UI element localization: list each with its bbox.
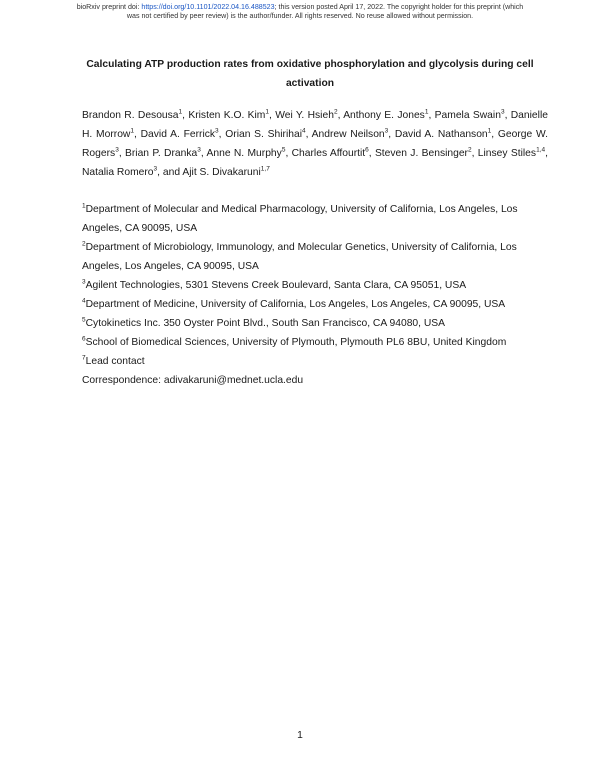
author-separator: , [545,148,548,159]
author [343,110,428,121]
author-name: Kristen K.O. Kim [188,110,266,121]
author-name: David A. Nathanson [394,129,488,140]
author-name: Steven J. Bensinger [374,148,468,159]
author-affiliation-mark: 6 [365,146,369,154]
author-affiliation-mark: 3 [215,127,219,135]
author-name: Danielle H. Morrow [82,110,548,140]
affiliation-list [82,200,548,390]
author [312,129,389,140]
preprint-banner [0,3,600,21]
author-name: Brian P. Dranka [125,148,198,159]
author-name: Ajit S. Divakaruni [182,167,261,178]
author-name: George W. Rogers [82,129,549,159]
author-affiliation-mark: 3 [384,127,389,135]
author [395,129,491,140]
affiliation-number: 4 [82,297,86,305]
affiliation-text: Agilent Technologies, 5301 Stevens Creek Boulevard, Santa Clara, CA 95051, USA [85,280,467,291]
author-affiliation-mark: 5 [281,146,286,154]
author-name: Anthony E. Jones [343,110,425,121]
author-affiliation-mark: 1 [487,127,492,135]
banner-line-2: was not certified by peer review) is the author/funder. All rights reserved. No reuse allowed without permission. [126,12,474,20]
author-affiliation-mark: 3 [115,146,119,154]
author [375,148,472,159]
affiliation-text: School of Biomedical Sciences, University of Plymouth, Plymouth PL6 8BU, United Kingdom [85,337,507,348]
affiliation-text: Department of Medicine, University of California, Los Angeles, Los Angeles, CA 90095, USA [85,299,506,310]
affiliation [82,200,548,238]
author-separator: , [182,110,189,121]
author-affiliation-mark: 3 [500,108,505,116]
affiliation-text: Lead contact [85,356,145,367]
author [435,110,505,121]
author [188,110,269,121]
author-separator: , and [157,167,183,178]
author-affiliation-mark: 3 [153,165,158,173]
author-name: Linsey Stiles [477,148,537,159]
author-separator: , [491,129,498,140]
author [478,148,545,159]
author-affiliation-mark: 2 [468,146,472,154]
author [82,110,182,121]
author-name: David A. Ferrick [140,129,216,140]
author [141,129,219,140]
author-affiliation-mark: 2 [333,108,338,116]
author-separator: , [200,148,207,159]
affiliation [82,276,548,295]
doi-link[interactable]: https://doi.org/10.1101/2022.04.16.488523 [141,3,275,11]
banner-suffix: ; this version posted April 17, 2022. The copyright holder for this preprint (which [274,3,524,11]
author-name: Orian S. Shirihai [225,129,302,140]
author-affiliation-mark: 1 [265,108,269,116]
affiliation [82,295,548,314]
author-list [82,106,548,182]
affiliation [82,333,548,352]
author-affiliation-mark: 1,7 [260,165,270,173]
author [207,148,286,159]
author-separator: , [269,110,276,121]
correspondence: Correspondence: adivakaruni@mednet.ucla.edu [82,375,304,386]
author-affiliation-mark: 1 [178,108,183,116]
author-affiliation-mark: 3 [197,146,201,154]
affiliation-text: Department of Microbiology, Immunology, and Molecular Genetics, University of California, Los Angeles, Los Angeles, CA 90095, USA [82,242,517,272]
author [275,110,337,121]
affiliation-text: Cytokinetics Inc. 350 Oyster Point Blvd., South San Francisco, CA 94080, USA [85,318,446,329]
author-affiliation-mark: 1 [130,127,134,135]
author-name: Pamela Swain [434,110,501,121]
author-separator: , [471,148,478,159]
author-separator: , [118,148,125,159]
author [125,148,201,159]
affiliation-text: Department of Molecular and Medical Pharmacology, University of California, Los Angeles, Los Angeles, CA 90095, USA [82,204,518,234]
banner-prefix: bioRxiv preprint doi: [76,3,142,11]
author-name: Charles Affourtit [291,148,366,159]
author-separator: , [218,129,226,140]
affiliation-number: 7 [82,354,86,362]
paper-title: Calculating ATP production rates from oxidative phosphorylation and glycolysis during cell activation [86,59,534,89]
affiliation [82,352,548,371]
author [182,167,269,178]
author-name: Natalia Romero [82,167,154,178]
author-name: Brandon R. Desousa [82,110,179,121]
author-affiliation-mark: 1 [424,108,429,116]
author-name: Andrew Neilson [311,129,385,140]
author-name: Wei Y. Hsieh [275,110,334,121]
affiliation [82,238,548,276]
author-separator: , [368,148,375,159]
author-separator: , [337,110,344,121]
affiliation-number: 6 [82,335,86,343]
author-separator: , [504,110,511,121]
author [82,167,157,178]
author-name: Anne N. Murphy [206,148,282,159]
author-separator: , [285,148,292,159]
affiliation-number: 1 [82,202,86,210]
affiliation-number: 5 [82,316,86,324]
author [292,148,369,159]
banner-line-1 [0,3,600,12]
author-separator: , [388,129,395,140]
affiliation-number: 3 [82,278,86,286]
author-affiliation-mark: 4 [302,127,306,135]
affiliation [82,314,548,333]
author-separator: , [134,129,141,140]
page-number: 1 [297,730,303,741]
author-affiliation-mark: 1,4 [536,146,546,154]
author [225,129,305,140]
author-separator: , [428,110,435,121]
author-separator: , [305,129,312,140]
affiliation-number: 2 [82,240,86,248]
